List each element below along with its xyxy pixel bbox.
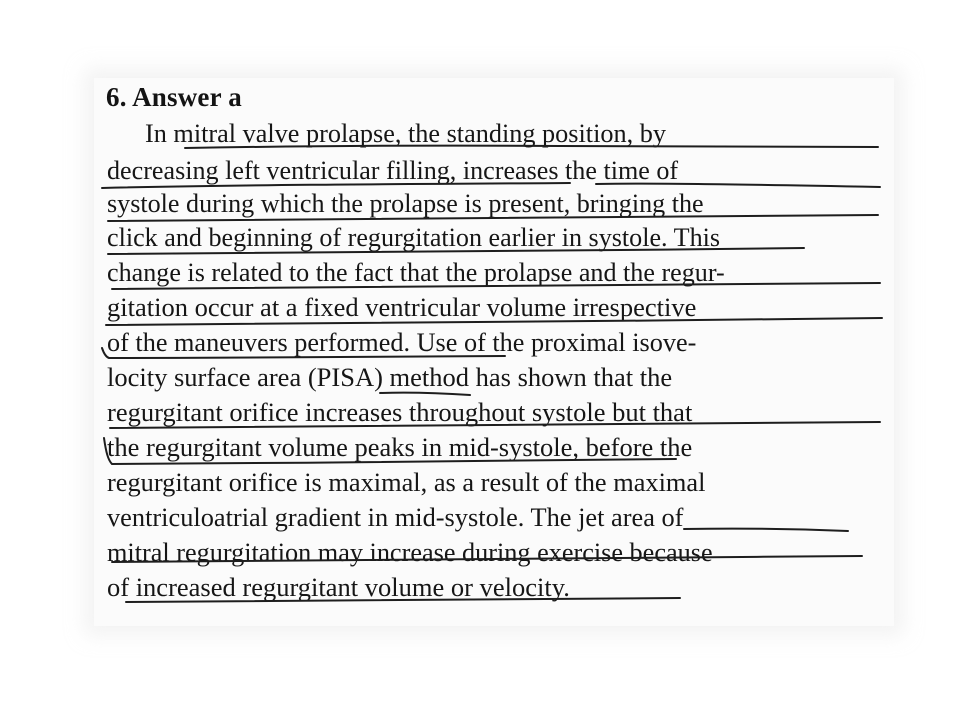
text-line-11: regurgitant orifice is maximal, as a result of the maximal (107, 467, 706, 497)
text-line-10: the regurgitant volume peaks in mid-systole, before the (107, 432, 693, 462)
text-line-3: systole during which the prolapse is present, bringing the (107, 188, 704, 218)
text-line-14: of increased regurgitant volume or velocity. (107, 572, 570, 602)
text-line-12: ventriculoatrial gradient in mid-systole. The jet area of (107, 502, 684, 532)
text-line-1: In mitral valve prolapse, the standing position, by (145, 118, 666, 148)
text-line-4: click and beginning of regurgitation earlier in systole. This (107, 222, 721, 252)
text-line-5: change is related to the fact that the prolapse and the regur- (107, 257, 725, 287)
answer-heading: 6. Answer a (106, 82, 242, 112)
text-line-13: mitral regurgitation may increase during exercise because (107, 537, 713, 567)
text-line-2: decreasing left ventricular filling, increases the time of (107, 155, 679, 185)
text-line-6: gitation occur at a fixed ventricular volume irrespective (107, 292, 697, 322)
text-line-8: locity surface area (PISA) method has shown that the (107, 362, 673, 392)
text-line-7: of the maneuvers performed. Use of the proximal isove- (107, 327, 697, 357)
text-line-9: regurgitant orifice increases throughout systole but that (107, 397, 693, 427)
